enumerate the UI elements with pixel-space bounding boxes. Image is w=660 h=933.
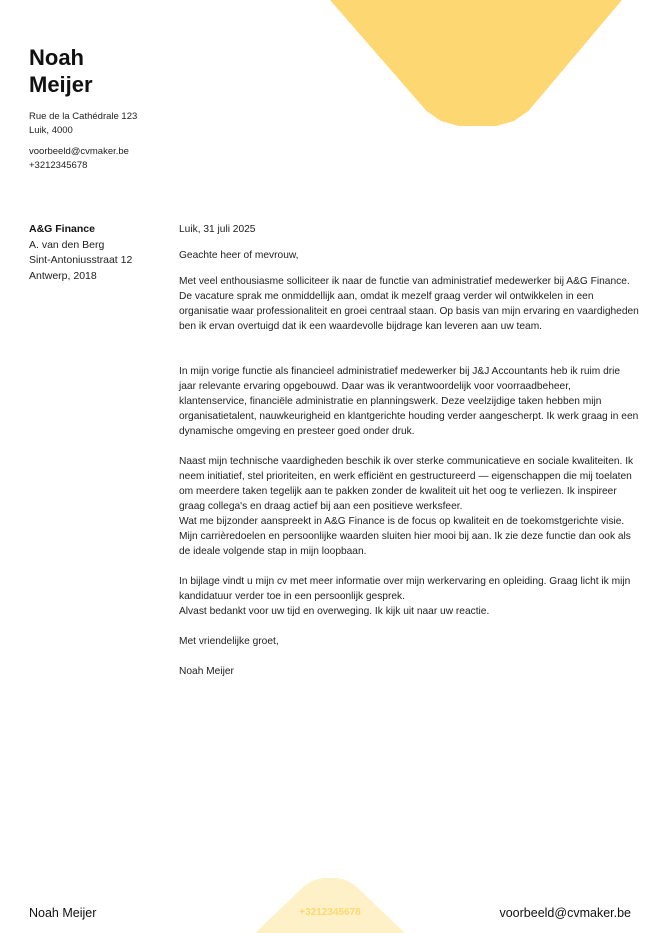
letter-paragraph: Wat me bijzonder aanspreekt in A&G Finance is de focus op kwaliteit en de toekomstgerichte visie. Mijn carrièredoelen en persoonlijke waarden sluiten hier mooi bij aan. Ik zie deze functie dan ook als de ideale volgende stap in mijn loopbaan. bbox=[179, 516, 631, 557]
recipient-city: Antwerp, 2018 bbox=[29, 269, 97, 282]
recipient-block bbox=[29, 222, 132, 284]
letter-paragraph: In mijn vorige functie als financieel administratief medewerker bij J&J Accountants heb ik ruim drie jaar relevante ervaring opgebouwd. Daar was ik verantwoordelijk voor voorraadbeheer, klantenservice, financiële administratie en planningswerk. Deze veelzijdige taken hebben mijn organisatietalent, nauwkeurigheid en klantgerichte houding verder aangescherpt. Ik werk graag in een dynamische omgeving en presteer goed onder druk. bbox=[179, 366, 639, 437]
letter-paragraph: Naast mijn technische vaardigheden beschik ik over sterke communicatieve en sociale kwaliteiten. Ik neem initiatief, stel prioriteiten, en werk efficiënt en gestructureerd — eigenschappen die mij toelaten om meerdere taken tegelijk aan te pakken zonder de kwaliteit uit het oog te verliezen. Ik inspireer graag collega's en draag actief bij aan een positieve werksfeer. bbox=[179, 456, 634, 512]
sender-address bbox=[29, 110, 137, 137]
decorative-shape-top bbox=[330, 0, 622, 126]
footer-phone: +3212345678 bbox=[299, 907, 361, 918]
letter-signature: Noah Meijer bbox=[179, 666, 234, 677]
letter-paragraph: Alvast bedankt voor uw tijd en overweging. Ik kijk uit naar uw reactie. bbox=[179, 606, 490, 617]
footer-email: voorbeeld@cvmaker.be bbox=[499, 906, 631, 920]
letter-salutation: Geachte heer of mevrouw, bbox=[179, 250, 299, 261]
sender-contact bbox=[29, 145, 129, 172]
sender-city: Luik, 4000 bbox=[29, 124, 73, 136]
sender-name bbox=[29, 44, 93, 98]
decorative-shape-bottom bbox=[255, 878, 405, 933]
sender-street: Rue de la Cathédrale 123 bbox=[29, 111, 138, 122]
letter-paragraph: In bijlage vindt u mijn cv met meer informatie over mijn werkervaring en opleiding. Graag licht ik mijn kandidatuur verder toe in een persoonlijk gesprek. bbox=[179, 576, 631, 602]
recipient-street: Sint-Antoniusstraat 12 bbox=[29, 254, 133, 266]
recipient-company: A&G Finance bbox=[29, 223, 95, 235]
sender-email: voorbeeld@cvmaker.be bbox=[29, 146, 129, 157]
letter-closing: Met vriendelijke groet, bbox=[179, 636, 279, 647]
footer-name: Noah Meijer bbox=[29, 906, 97, 920]
sender-last-name: Meijer bbox=[29, 72, 93, 97]
letter-date: Luik, 31 juli 2025 bbox=[179, 224, 256, 235]
sender-phone: +3212345678 bbox=[29, 159, 88, 171]
letter-paragraph: Met veel enthousiasme solliciteer ik naar de functie van administratief medewerker bij A&G Finance. De vacature sprak me onmiddellijk aan, omdat ik mezelf graag verder wil ontwikkelen in een organisatie waar professionaliteit en groei centraal staan. Op basis van mijn ervaring en vaardigheden ben ik ervan overtuigd dat ik een waardevolle bijdrage kan leveren aan uw team. bbox=[179, 276, 639, 332]
recipient-contact: A. van den Berg bbox=[29, 238, 105, 251]
letter-body bbox=[179, 222, 639, 679]
sender-first-name: Noah bbox=[29, 45, 84, 70]
